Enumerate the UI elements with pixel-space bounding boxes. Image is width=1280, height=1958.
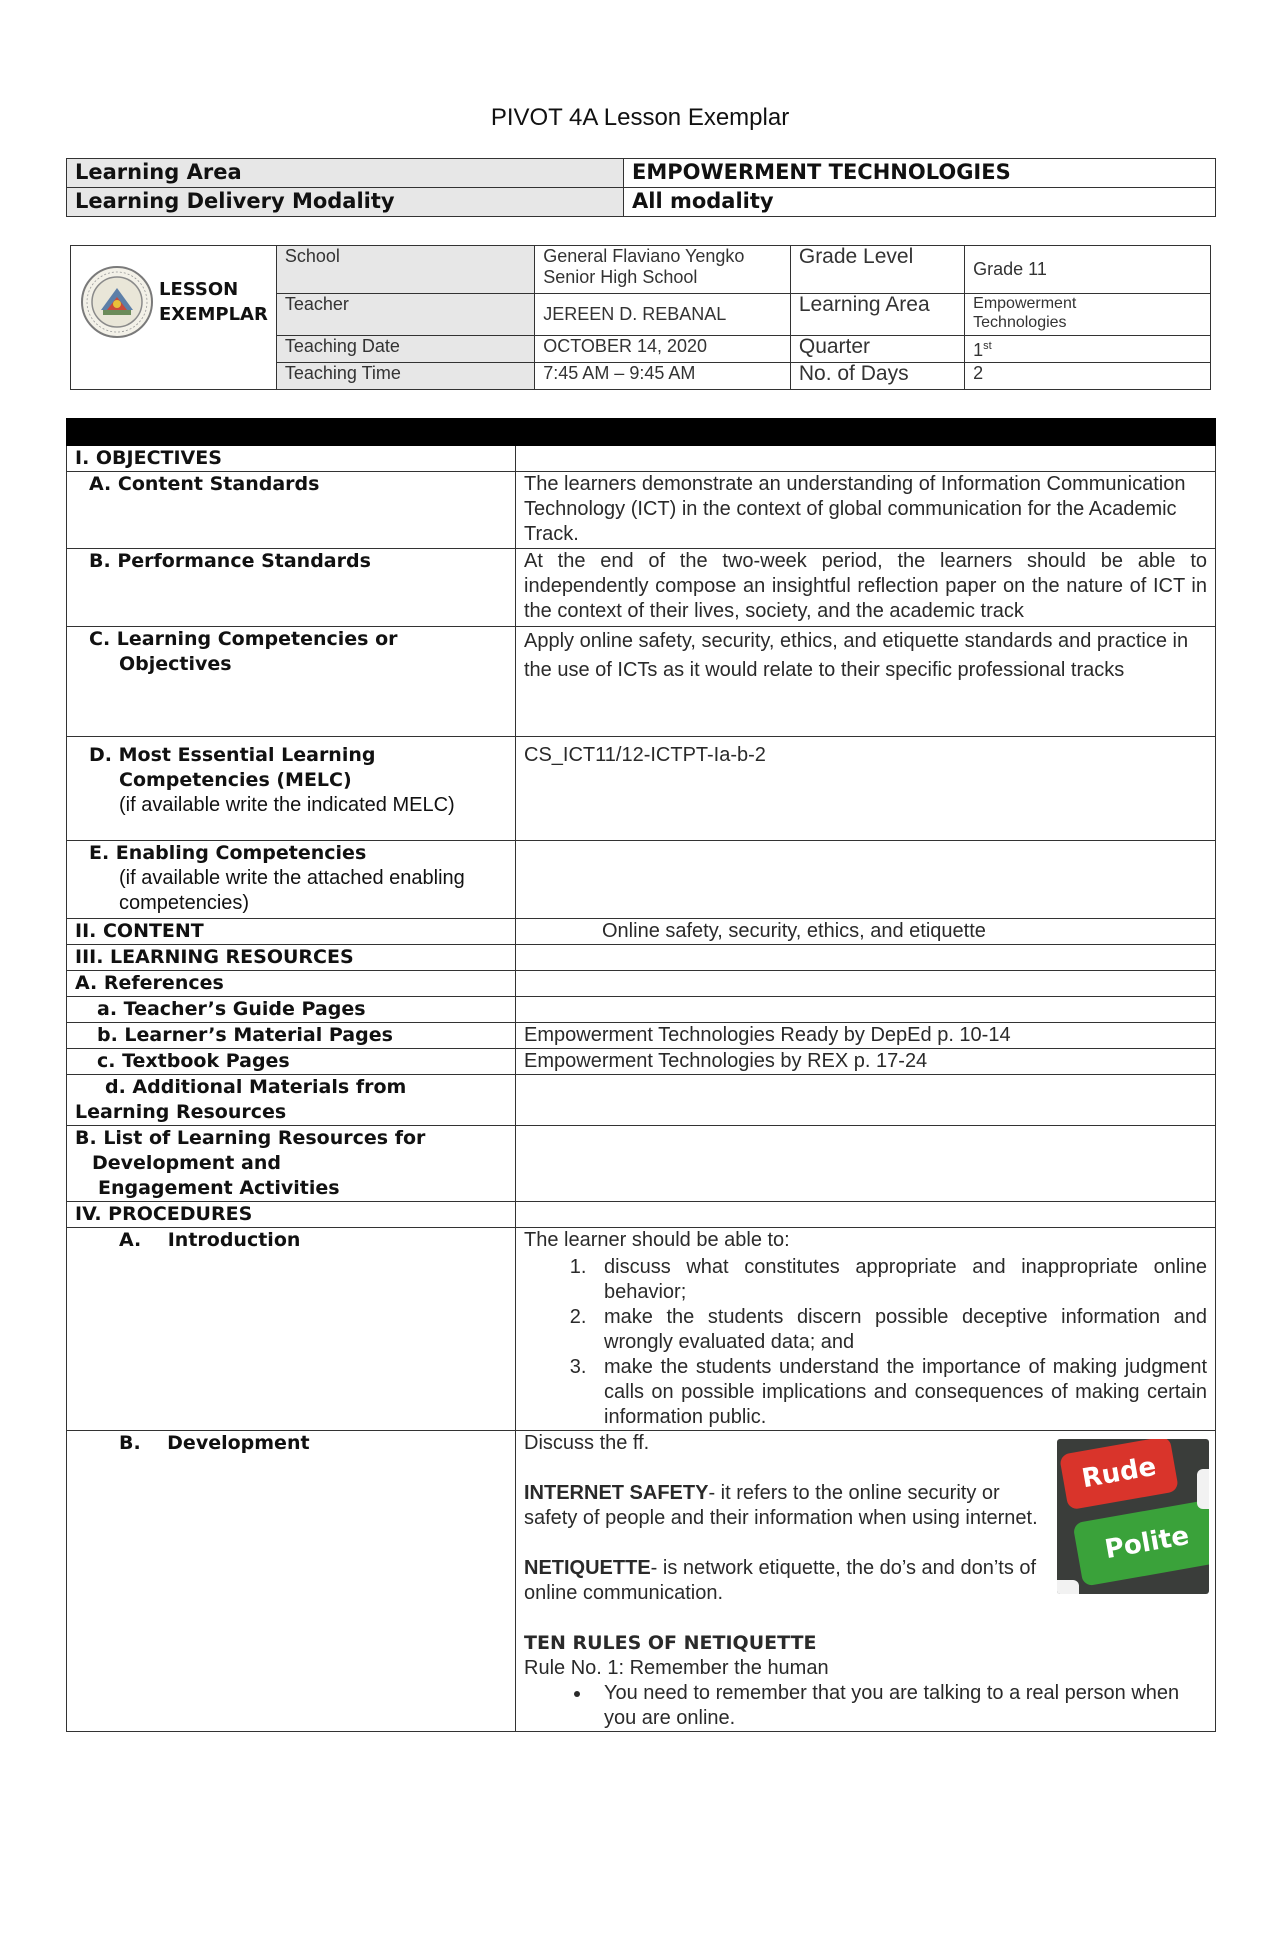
learning-area-table (66, 158, 1216, 217)
melc-note: (if available write the indicated MELC) (119, 794, 455, 816)
additional-materials-value (516, 1075, 1216, 1126)
quarter-suffix: st (983, 340, 992, 352)
lesson-label: LESSON (159, 279, 239, 300)
netiquette-term: NETIQUETTE (524, 1557, 651, 1579)
school-value (535, 246, 791, 294)
teacher-value: JEREEN D. REBANAL (535, 294, 791, 336)
logo-cell (71, 246, 277, 390)
exemplar-label: EXEMPLAR (159, 304, 268, 325)
enabling-label-line: E. Enabling Competencies (89, 842, 367, 864)
content-standards-value: The learners demonstrate an understanding of Information Communication Technology (ICT) in the context of global communication for the Academic Track. (516, 472, 1216, 549)
area-label: Learning Area (790, 294, 964, 336)
enabling-value (516, 841, 1216, 919)
modality-label: Learning Delivery Modality (67, 188, 624, 217)
teachers-guide-value (516, 997, 1216, 1023)
list-resources-line-1: B. List of Learning Resources for (75, 1127, 426, 1149)
date-value: OCTOBER 14, 2020 (535, 336, 791, 363)
additional-materials-line-2: Learning Resources (75, 1101, 287, 1123)
rule-1-list (524, 1681, 1207, 1731)
performance-standards-label: B. Performance Standards (67, 549, 516, 627)
competencies-value: Apply online safety, security, ethics, and etiquette standards and practice in the use of ICTs as it would relate to their specific professional tracks (516, 627, 1216, 737)
development-lead: Discuss the ff. (524, 1432, 650, 1454)
melc-label (67, 737, 516, 841)
school-value-line-2: Senior High School (543, 267, 698, 287)
development-label: B. Development (67, 1431, 516, 1732)
modality-value: All modality (624, 188, 1216, 217)
content-heading: II. CONTENT (67, 919, 516, 945)
learning-area-value: EMPOWERMENT TECHNOLOGIES (624, 159, 1216, 188)
references-value (516, 971, 1216, 997)
quarter-value (965, 336, 1211, 363)
list-item: 3. make the students understand the importance of making judgment calls on possible implications and consequences of making certain information public. (592, 1355, 1207, 1430)
list-resources-line-2: Development and (92, 1152, 281, 1174)
additional-materials-label (67, 1075, 516, 1126)
performance-standards-value: At the end of the two-week period, the learners should be able to independently compose an insightful reflection paper on the nature of ICT in the context of their lives, society, and the academic track (516, 549, 1216, 627)
list-item: • You need to remember that you are talking to a real person when you are online. (592, 1681, 1207, 1731)
enabling-label (67, 841, 516, 919)
internet-safety-text: - it refers to the online security or safety of people and their information when using internet. (524, 1482, 1038, 1529)
internet-safety-term: INTERNET SAFETY (524, 1482, 709, 1504)
introduction-lead: The learner should be able to: (524, 1229, 790, 1251)
area-value-line-2: Technologies (973, 314, 1067, 331)
page-title: PIVOT 4A Lesson Exemplar (490, 104, 790, 131)
lesson-plan-table (66, 418, 1216, 1732)
grade-value: Grade 11 (965, 246, 1211, 294)
list-item: 2. make the students discern possible deceptive information and wrongly evaluated data; and (592, 1305, 1207, 1355)
content-value: Online safety, security, ethics, and etiquette (516, 919, 1216, 945)
polite-key: Polite (1073, 1499, 1209, 1586)
days-label: No. of Days (790, 363, 964, 390)
rules-heading: TEN RULES OF NETIQUETTE (524, 1632, 817, 1654)
objectives-value (516, 446, 1216, 472)
time-value: 7:45 AM – 9:45 AM (535, 363, 791, 390)
additional-materials-line-1: d. Additional Materials from (105, 1076, 407, 1098)
introduction-value (516, 1228, 1216, 1431)
area-value (965, 294, 1211, 336)
time-label: Teaching Time (276, 363, 534, 390)
learning-area-label: Learning Area (67, 159, 624, 188)
netiquette-text: - is network etiquette, the do’s and don’ts of online communication. (524, 1557, 1037, 1604)
introduction-label: A. Introduction (67, 1228, 516, 1431)
competencies-label-line-2: Objectives (119, 653, 232, 675)
melc-value: CS_ICT11/12-ICTPT-Ia-b-2 (516, 737, 1216, 841)
school-value-line-1: General Flaviano Yengko (543, 246, 745, 266)
list-resources-label (67, 1126, 516, 1202)
days-value: 2 (965, 363, 1211, 390)
enabling-note: (if available write the attached enabling competencies) (119, 867, 465, 914)
learners-material-value: Empowerment Technologies Ready by DepEd p. 10-14 (516, 1023, 1216, 1049)
rude-key: Rude (1059, 1439, 1179, 1510)
key-edge (1057, 1580, 1079, 1594)
procedures-heading: IV. PROCEDURES (67, 1202, 516, 1228)
header-bar (67, 419, 516, 446)
content-standards-label: A. Content Standards (67, 472, 516, 549)
learners-material-label: b. Learner’s Material Pages (67, 1023, 516, 1049)
introduction-list (524, 1255, 1207, 1430)
area-value-line-1: Empowerment (973, 295, 1077, 312)
list-resources-line-3: Engagement Activities (98, 1177, 340, 1199)
textbook-value: Empowerment Technologies by REX p. 17-24 (516, 1049, 1216, 1075)
deped-seal-icon (79, 264, 155, 340)
quarter-label: Quarter (790, 336, 964, 363)
resources-heading: III. LEARNING RESOURCES (67, 945, 516, 971)
list-item: 1. discuss what constitutes appropriate and inappropriate online behavior; (592, 1255, 1207, 1305)
quarter-number: 1 (973, 340, 984, 360)
development-value (516, 1431, 1216, 1732)
school-label: School (276, 246, 534, 294)
melc-label-line-1: D. Most Essential Learning (89, 744, 376, 766)
key-edge (1197, 1469, 1209, 1509)
lesson-info-table (70, 245, 1211, 390)
competencies-label-line-1: C. Learning Competencies or (89, 628, 398, 650)
rude-polite-keyboard-image (1057, 1439, 1209, 1594)
resources-value (516, 945, 1216, 971)
melc-label-line-2: Competencies (MELC) (119, 769, 352, 791)
grade-label: Grade Level (790, 246, 964, 294)
header-bar-right (516, 419, 1216, 446)
textbook-label: c. Textbook Pages (67, 1049, 516, 1075)
date-label: Teaching Date (276, 336, 534, 363)
references-heading: A. References (67, 971, 516, 997)
rule-1: Rule No. 1: Remember the human (524, 1657, 829, 1679)
list-resources-value (516, 1126, 1216, 1202)
teachers-guide-label: a. Teacher’s Guide Pages (67, 997, 516, 1023)
competencies-label (67, 627, 516, 737)
objectives-heading: I. OBJECTIVES (67, 446, 516, 472)
teacher-label: Teacher (276, 294, 534, 336)
procedures-value (516, 1202, 1216, 1228)
